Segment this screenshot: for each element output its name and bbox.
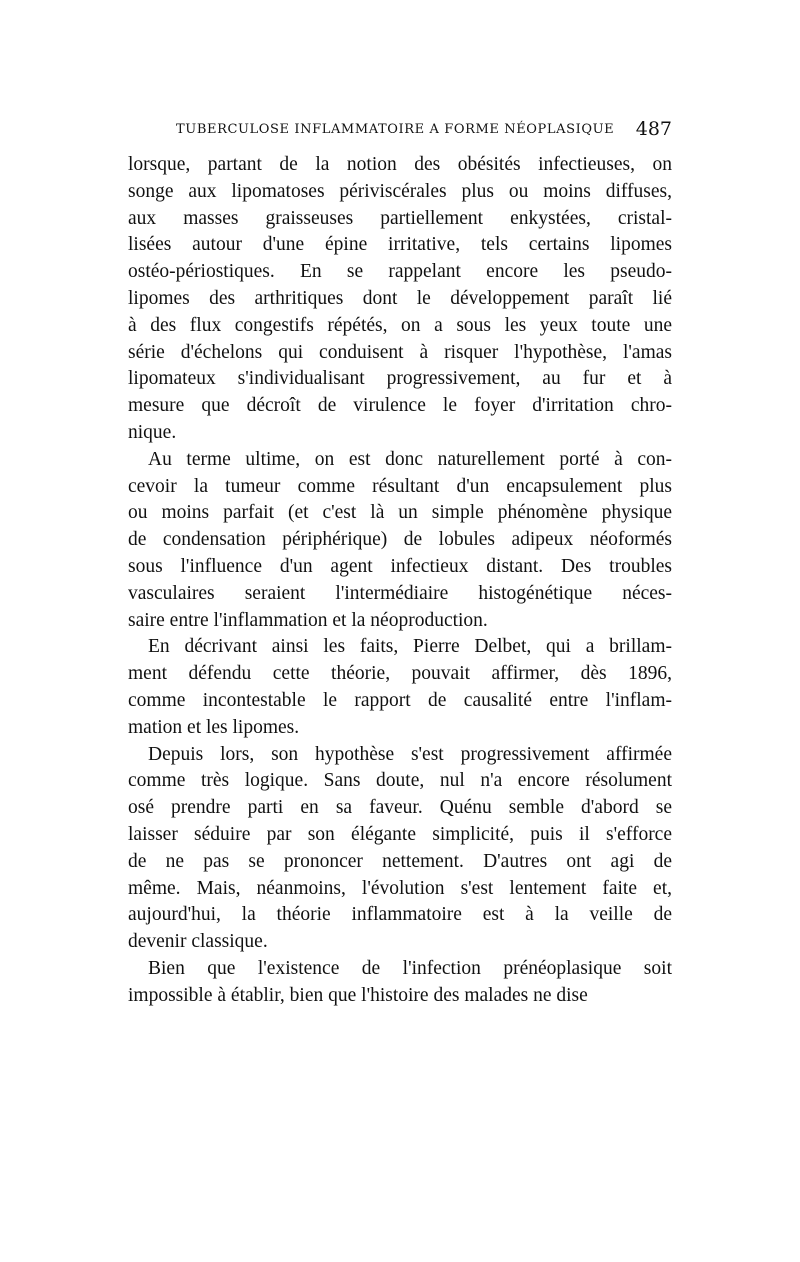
paragraph xyxy=(128,634,672,741)
text-line: Bien que l'existence de l'infection prénéoplasique soit xyxy=(148,957,672,979)
text-line: lipomes des arthritiques dont le développement paraît lié xyxy=(128,287,672,309)
text-line: sous l'influence d'un agent infectieux distant. Des troubles xyxy=(128,555,672,577)
body-text xyxy=(128,152,672,1010)
text-line: nique. xyxy=(128,421,177,443)
text-line: comme incontestable le rapport de causalité entre l'inflam- xyxy=(128,689,672,711)
text-line: de ne pas se prononcer nettement. D'autres ont agi de xyxy=(128,850,672,872)
text-line: lorsque, partant de la notion des obésités infectieuses, on xyxy=(128,154,672,175)
text-line: lisées autour d'une épine irritative, tels certains lipomes xyxy=(128,234,672,256)
text-line: de condensation périphérique) de lobules adipeux néoformés xyxy=(128,529,672,551)
text-line: devenir classique. xyxy=(128,931,268,953)
text-line: cevoir la tumeur comme résultant d'un encapsulement plus xyxy=(128,475,672,497)
text-line: mesure que décroît de virulence le foyer d'irritation chro- xyxy=(128,395,672,417)
text-line: laisser séduire par son élégante simplicité, puis il s'efforce xyxy=(128,823,672,845)
text-line: comme très logique. Sans doute, nul n'a encore résolument xyxy=(128,770,672,792)
text-line: songe aux lipomatoses périviscérales plus ou moins diffuses, xyxy=(128,180,672,202)
paragraph xyxy=(128,447,672,635)
text-line: En décrivant ainsi les faits, Pierre Delbet, qui a brillam- xyxy=(148,636,672,658)
text-line: lipomateux s'individualisant progressivement, au fur et à xyxy=(128,368,672,390)
text-line: saire entre l'inflammation et la néoproduction. xyxy=(128,609,488,631)
text-line: ment défendu cette théorie, pouvait affirmer, dès 1896, xyxy=(128,663,672,685)
text-line: Au terme ultime, on est donc naturellement porté à con- xyxy=(148,448,672,470)
page-number: 487 xyxy=(635,118,672,140)
text-line: impossible à établir, bien que l'histoire des malades ne dise xyxy=(128,984,588,1006)
text-line: Depuis lors, son hypothèse s'est progressivement affirmée xyxy=(148,743,672,765)
text-line: vasculaires seraient l'intermédiaire histogénétique néces- xyxy=(128,582,672,604)
text-line: ou moins parfait (et c'est là un simple phénomène physique xyxy=(128,502,672,524)
text-line: osé prendre parti en sa faveur. Quénu semble d'abord se xyxy=(128,797,672,819)
paragraph xyxy=(128,152,672,447)
text-line: même. Mais, néanmoins, l'évolution s'est lentement faite et, xyxy=(128,877,672,899)
text-line: à des flux congestifs répétés, on a sous les yeux toute une xyxy=(128,314,672,336)
paragraph xyxy=(128,742,672,956)
text-line: série d'échelons qui conduisent à risquer l'hypothèse, l'amas xyxy=(128,341,672,363)
text-line: aujourd'hui, la théorie inflammatoire est à la veille de xyxy=(128,904,672,926)
text-line: ostéo-périostiques. En se rappelant encore les pseudo- xyxy=(128,261,672,283)
paragraph xyxy=(128,956,672,1010)
running-title: TUBERCULOSE INFLAMMATOIRE A FORME NÉOPLASIQUE xyxy=(176,122,615,137)
text-line: mation et les lipomes. xyxy=(128,716,300,738)
text-line: aux masses graisseuses partiellement enkystées, cristal- xyxy=(128,207,672,229)
